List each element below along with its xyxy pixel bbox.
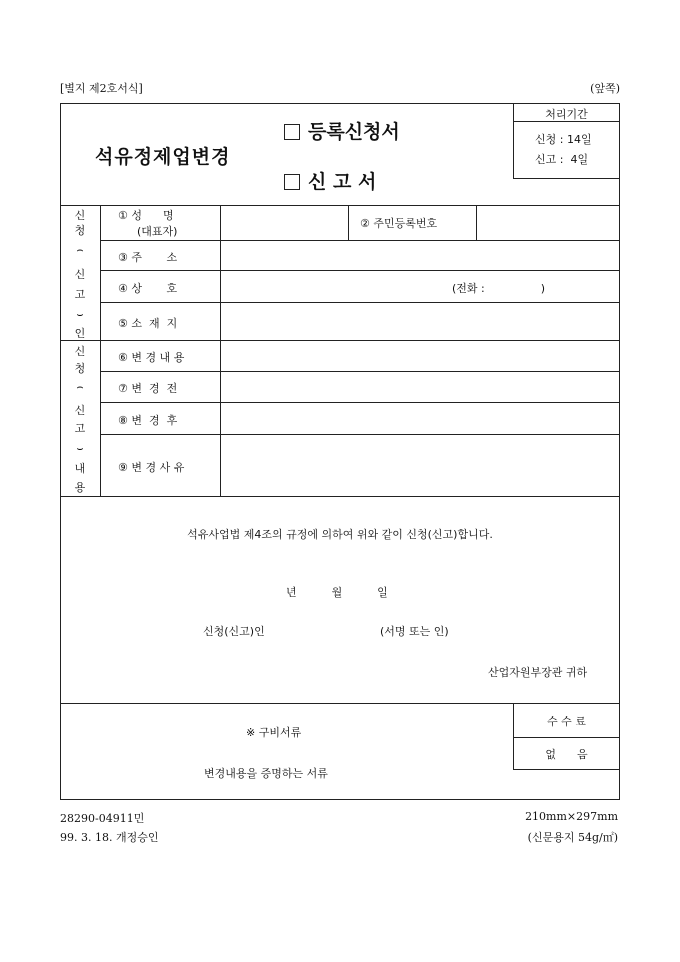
before-change-label: ⑦ 변 경 전 — [118, 382, 178, 395]
register-checkbox[interactable] — [284, 124, 300, 140]
phone-label: (전화 : ) — [452, 282, 545, 295]
signature-label: (서명 또는 인) — [380, 625, 449, 638]
option-register-label: 등록신청서 — [308, 121, 400, 143]
approval-date: 99. 3. 18. 개정승인 — [60, 831, 159, 844]
required-docs-item: 변경내용을 증명하는 서류 — [204, 767, 328, 780]
applicant-vchar-6: ⌣ — [76, 308, 84, 321]
change-content-field[interactable] — [221, 341, 619, 370]
before-change-field[interactable] — [221, 372, 619, 401]
processing-period-label: 처리기간 — [545, 108, 588, 121]
after-change-label: ⑧ 변 경 후 — [118, 414, 178, 427]
change-vchar-7: 내 — [74, 462, 86, 475]
location-field[interactable] — [221, 303, 619, 339]
address-field[interactable] — [221, 241, 619, 269]
fee-label: 수 수 료 — [547, 715, 586, 728]
fee-value: 없 음 — [545, 748, 588, 761]
name-sub-label: (대표자) — [137, 225, 178, 238]
change-vchar-4: 신 — [74, 404, 86, 417]
applicant-vchar-1: 신 — [74, 209, 86, 222]
recipient-label: 산업자원부장관 귀하 — [488, 666, 588, 679]
applicant-vchar-2: 청 — [74, 224, 86, 237]
change-vchar-8: 용 — [74, 481, 86, 494]
form-number: [별지 제2호서식] — [60, 82, 143, 95]
change-vchar-6: ⌣ — [76, 442, 84, 455]
option-report-label: 신 고 서 — [308, 171, 377, 193]
after-change-field[interactable] — [221, 403, 619, 433]
processing-apply: 신청 : 14일 — [535, 133, 592, 146]
change-vchar-3: ⌢ — [76, 380, 84, 393]
rrn-field[interactable] — [477, 206, 619, 239]
change-content-label: ⑥ 변 경 내 용 — [118, 351, 185, 364]
applicant-vchar-4: 신 — [74, 268, 86, 281]
paper-type: (신문용지 54g/㎡) — [527, 831, 618, 844]
change-vchar-2: 청 — [74, 362, 86, 375]
change-reason-field[interactable] — [221, 435, 619, 495]
name-field[interactable] — [221, 206, 347, 239]
applicant-vchar-7: 인 — [74, 327, 86, 340]
change-vchar-5: 고 — [74, 422, 86, 435]
rrn-label: ② 주민등록번호 — [360, 217, 438, 230]
processing-report: 신고 : 4일 — [535, 153, 589, 166]
page-side-label: (앞쪽) — [590, 82, 620, 95]
location-label: ⑤ 소 재 지 — [118, 317, 178, 330]
declaration-statement: 석유사업법 제4조의 규정에 의하여 위와 같이 신청(신고)합니다. — [187, 528, 493, 541]
address-label: ③ 주 소 — [118, 251, 178, 264]
trade-name-label: ④ 상 호 — [118, 282, 178, 295]
option-register[interactable] — [284, 117, 400, 144]
option-report[interactable] — [284, 167, 376, 194]
change-reason-label: ⑨ 변 경 사 유 — [118, 461, 185, 474]
paper-size: 210mm×297mm — [525, 810, 618, 823]
form-code: 28290-04911민 — [60, 812, 145, 825]
required-docs-header: ※ 구비서류 — [246, 726, 302, 739]
date-line: 년 월 일 — [286, 586, 388, 599]
name-label: ① 성 명 — [118, 209, 174, 222]
trade-name-field[interactable] — [221, 271, 441, 301]
applicant-label: 신청(신고)인 — [203, 625, 265, 638]
change-vchar-1: 신 — [74, 345, 86, 358]
applicant-vchar-5: 고 — [74, 288, 86, 301]
applicant-vchar-3: ⌢ — [76, 243, 84, 256]
report-checkbox[interactable] — [284, 174, 300, 190]
form-title: 석유정제업변경 — [95, 146, 231, 168]
